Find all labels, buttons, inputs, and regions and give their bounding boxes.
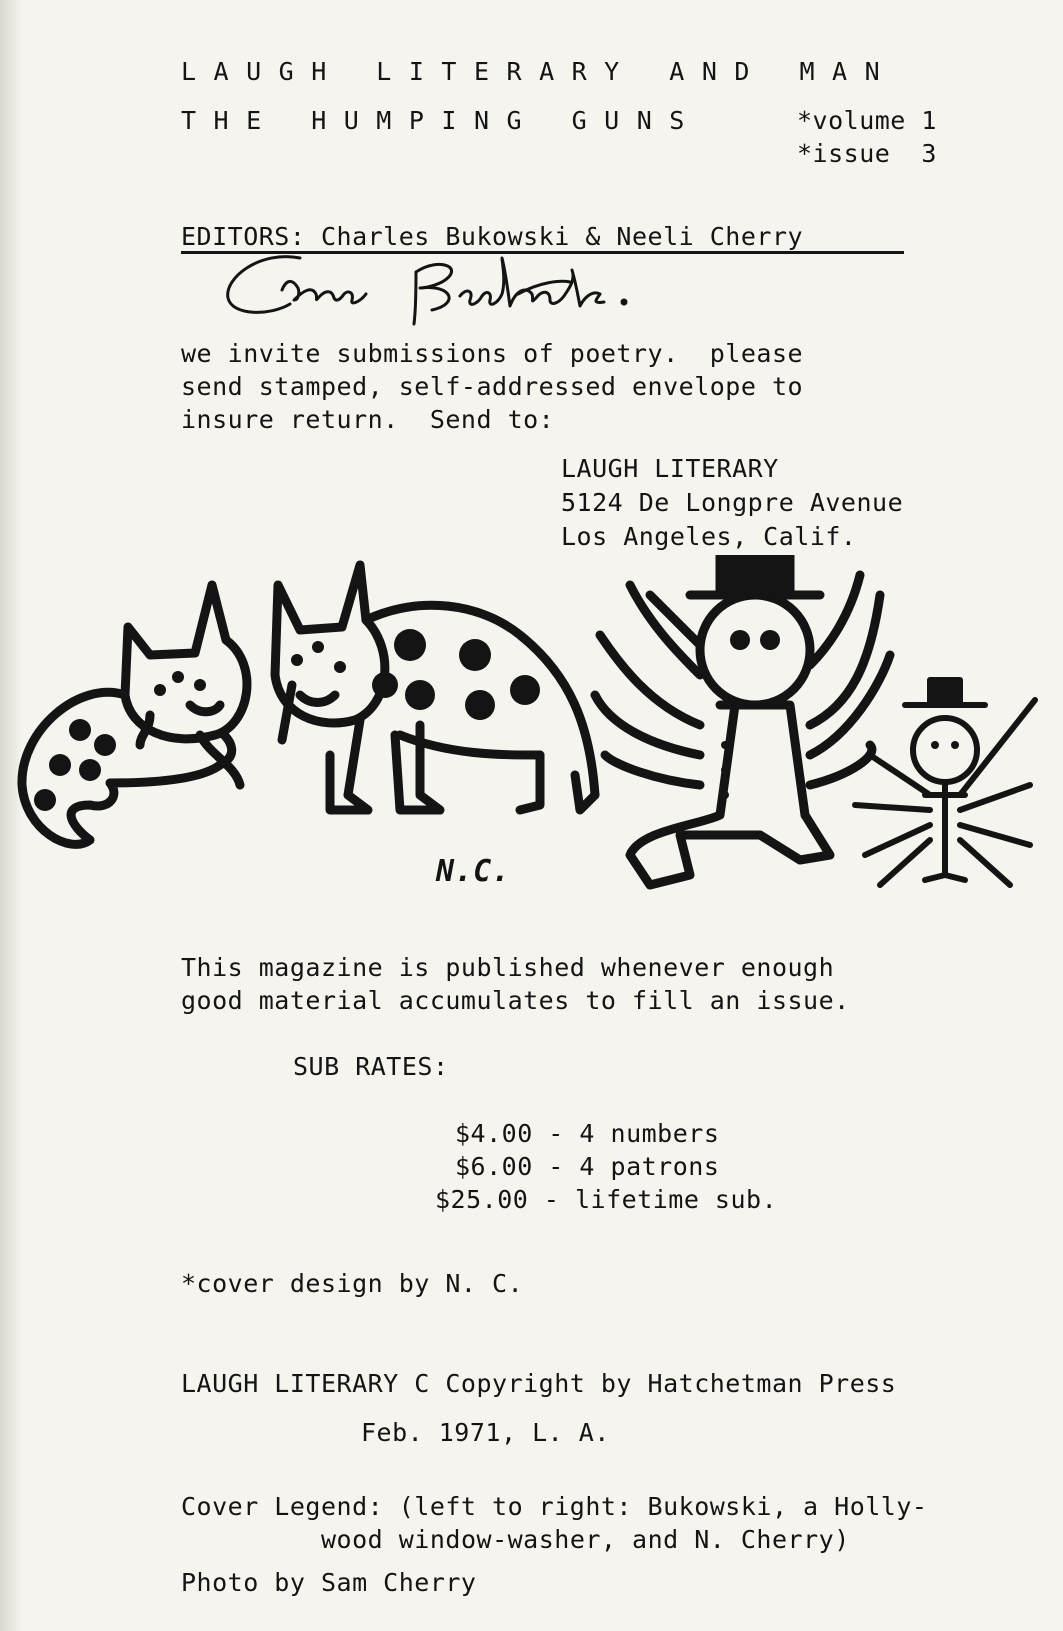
cover-legend-line-2: wood window-washer, and N. Cherry) xyxy=(321,1525,850,1554)
handwritten-signature xyxy=(220,250,680,330)
cover-design-credit: *cover design by N. C. xyxy=(181,1269,524,1298)
small-figure-drawing xyxy=(855,680,1035,885)
address-line-1: LAUGH LITERARY xyxy=(561,454,779,483)
submissions-line-1: we invite submissions of poetry. please xyxy=(181,339,804,368)
issue-label: *issue 3 xyxy=(797,139,937,168)
sub-rates-label: SUB RATES: xyxy=(293,1052,449,1081)
cover-legend-line-1: Cover Legend: (left to right: Bukowski, a Holly- xyxy=(181,1492,928,1521)
right-spotted-cat-drawing xyxy=(275,565,595,810)
volume-label: *volume 1 xyxy=(797,106,937,135)
left-spotted-cat-drawing xyxy=(22,585,247,844)
address-line-2: 5124 De Longpre Avenue xyxy=(561,488,904,517)
copyright-line: LAUGH LITERARY C Copyright by Hatchetman Press xyxy=(181,1369,897,1398)
photo-credit: Photo by Sam Cherry xyxy=(181,1568,477,1597)
submissions-line-3: insure return. Send to: xyxy=(181,405,555,434)
address-line-3: Los Angeles, Calif. xyxy=(561,522,857,551)
artist-initials: N.C. xyxy=(436,854,511,889)
masthead-line-2: THE HUMPING GUNS xyxy=(181,106,702,135)
submissions-line-2: send stamped, self-addressed envelope to xyxy=(181,372,804,401)
publication-date: Feb. 1971, L. A. xyxy=(361,1418,610,1447)
window-washer-figure-drawing xyxy=(595,555,890,885)
rate-item-numbers: $4.00 - 4 numbers xyxy=(455,1119,720,1148)
rate-item-lifetime: $25.00 - lifetime sub. xyxy=(435,1185,778,1214)
cover-drawing-illustration xyxy=(0,555,1063,945)
rate-item-patrons: $6.00 - 4 patrons xyxy=(455,1152,720,1181)
masthead-line-1: LAUGH LITERARY AND MAN xyxy=(181,57,898,86)
publishing-note-line-2: good material accumulates to fill an issue. xyxy=(181,986,850,1015)
editors-line: EDITORS: Charles Bukowski & Neeli Cherry xyxy=(181,222,804,251)
publishing-note-line-1: This magazine is published whenever enough xyxy=(181,953,835,982)
